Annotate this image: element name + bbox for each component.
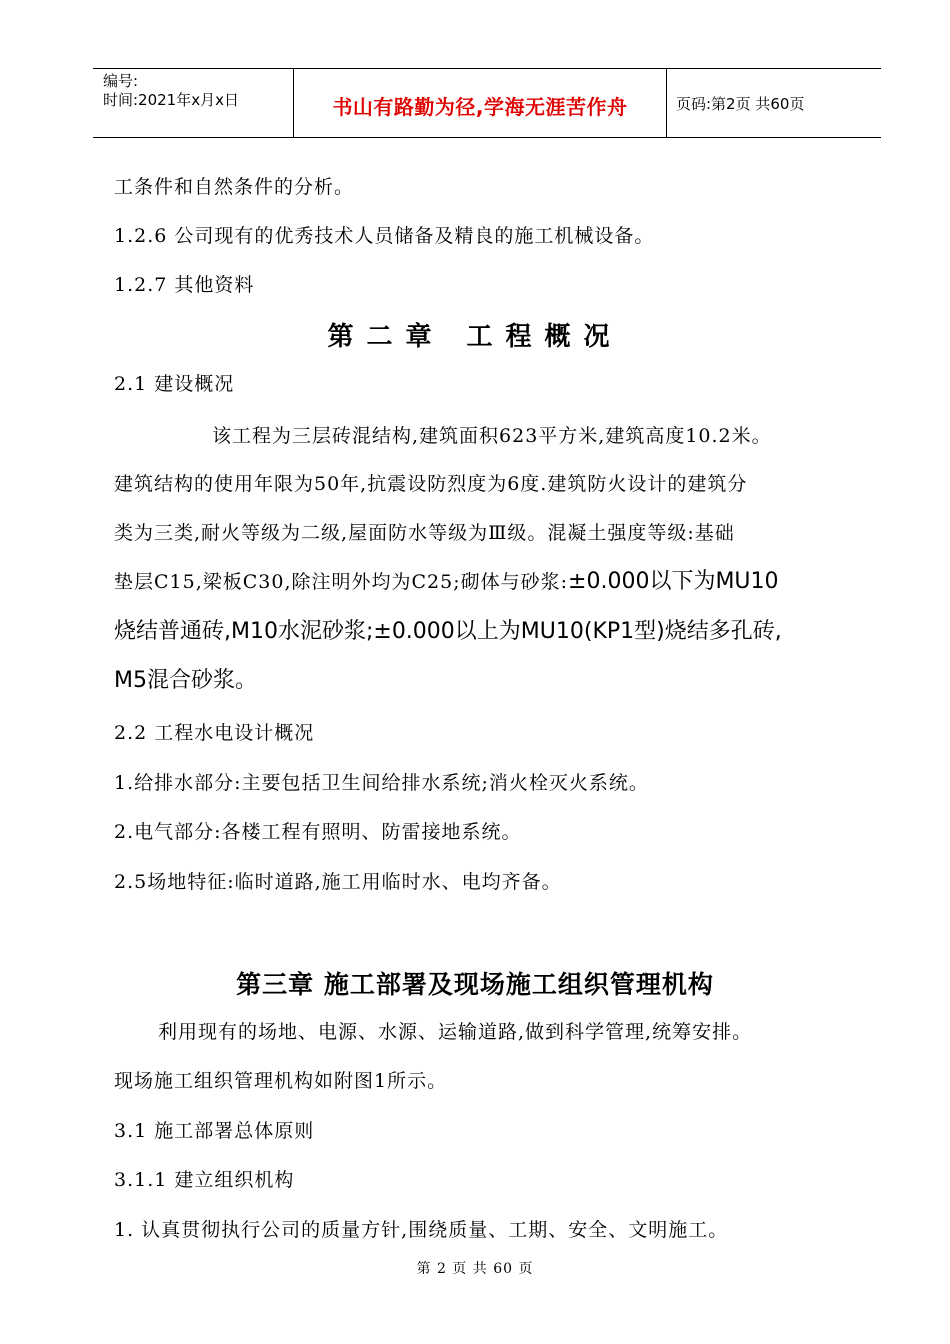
- section-1-2-6: 1.2.6 公司现有的优秀技术人员储备及精良的施工机械设备。: [114, 225, 655, 247]
- header-page-cell: [666, 69, 881, 137]
- paragraph-line: M5混合砂浆。: [114, 668, 257, 693]
- list-item: 2.电气部分:各楼工程有照明、防雷接地系统。: [114, 821, 522, 843]
- list-item: 1. 认真贯彻执行公司的质量方针,围绕质量、工期、安全、文明施工。: [114, 1219, 729, 1241]
- section-2-1-heading: 2.1 建设概况: [114, 373, 235, 395]
- chapter-2-title: 第二章 工程概况: [327, 322, 623, 352]
- section-2-2-heading: 2.2 工程水电设计概况: [114, 722, 315, 744]
- paragraph-line: 该工程为三层砖混结构,建筑面积623平方米,建筑高度10.2米。: [212, 425, 772, 447]
- paragraph-line-part: 垫层C15,梁板C30,除注明外均为C25;砌体与砂浆:: [114, 571, 569, 593]
- paragraph-line: 利用现有的场地、电源、水源、运输道路,做到科学管理,统筹安排。: [158, 1021, 753, 1043]
- list-item: 1.给排水部分:主要包括卫生间给排水系统;消火栓灭火系统。: [114, 772, 649, 794]
- header-date: 时间:2021年x月x日: [103, 91, 239, 109]
- header-code-label: 编号:: [103, 72, 139, 90]
- chapter-3-title: 第三章 施工部署及现场施工组织管理机构: [236, 970, 714, 999]
- document-header: [93, 68, 881, 138]
- header-motto: 书山有路勤为径,学海无涯苦作舟: [332, 95, 628, 119]
- paragraph-line-part: ±0.000以下为MU10: [568, 569, 779, 594]
- paragraph-line: 建筑结构的使用年限为50年,抗震设防烈度为6度.建筑防火设计的建筑分: [114, 473, 748, 495]
- list-item: 2.5场地特征:临时道路,施工用临时水、电均齐备。: [114, 871, 562, 893]
- header-motto-cell: [293, 69, 667, 137]
- paragraph-line: 烧结普通砖,M10水泥砂浆;±0.000以上为MU10(KP1型)烧结多孔砖,: [114, 619, 782, 644]
- header-meta-cell: [93, 69, 293, 137]
- page-footer: 第 2 页 共 60 页: [416, 1261, 534, 1277]
- text-line: 工条件和自然条件的分析。: [114, 176, 355, 198]
- section-3-1-heading: 3.1 施工部署总体原则: [114, 1120, 315, 1142]
- paragraph-line: 类为三类,耐火等级为二级,屋面防水等级为Ⅲ级。混凝土强度等级:基础: [114, 522, 735, 544]
- paragraph-line: [114, 569, 779, 595]
- section-3-1-1-heading: 3.1.1 建立组织机构: [114, 1169, 295, 1191]
- section-1-2-7: 1.2.7 其他资料: [114, 274, 255, 296]
- paragraph-line: 现场施工组织管理机构如附图1所示。: [114, 1070, 448, 1092]
- header-page-info: 页码:第2页 共60页: [676, 95, 805, 113]
